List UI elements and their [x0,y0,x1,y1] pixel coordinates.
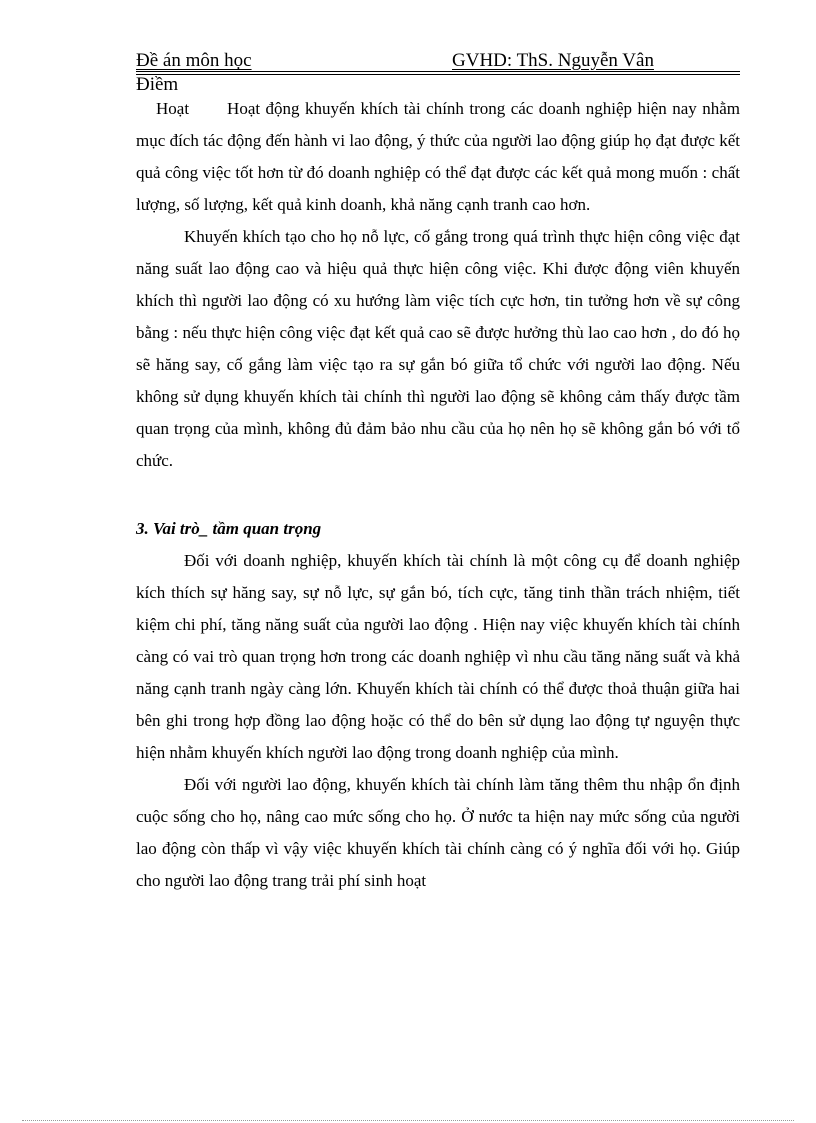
header-rule-top [136,71,740,72]
paragraph-role-for-enterprise: Đối với doanh nghiệp, khuyến khích tài chính là một công cụ để doanh nghiệp kích thích sự hăng say, sự nỗ lực, sự gắn bó, tích cực, tăng tinh thần trách nhiệm, tiết kiệm chi phí, tăng năng suất của người lao động . Hiện nay việc khuyến khích tài chính càng có vai trò quan trọng hơn trong các doanh nghiệp vì nhu cầu tăng năng suất và khả năng cạnh tranh ngày càng lớn. Khuyến khích tài chính có thể được thoả thuận giữa hai bên ghi trong hợp đồng lao động hoặc có thể do bên sử dụng lao động tự nguyện thực hiện nhằm khuyến khích người lao động trong doanh nghiệp của mình. [136,551,740,762]
document-body [136,93,740,897]
header-supervisor-continuation: Điềm [136,74,179,95]
paragraph-lead-word: Hoạt [156,99,190,118]
header-course-title: Đề án môn học [136,50,252,71]
paragraph-financial-incentive-activity [136,93,740,221]
page-bottom-dotted-border [22,1120,794,1121]
paragraph-motivation-effort: Khuyến khích tạo cho họ nỗ lực, cố gắng trong quá trình thực hiện công việc đạt năng suất lao động cao và hiệu quả thực hiện công việc. Khi được động viên khuyến khích thì người lao động có xu hướng làm việc tích cực hơn, tin tưởng hơn về sự công bằng : nếu thực hiện công việc đạt kết quả cao sẽ được hưởng thù lao cao hơn , do đó họ sẽ hăng say, cố gắng làm việc tạo ra sự gắn bó giữa tổ chức với người lao động. Nếu không sử dụng khuyến khích tài chính thì người lao động sẽ không cảm thấy được tầm quan trọng của mình, không đủ đảm bảo nhu cầu của họ nên họ sẽ không gắn bó với tổ chức. [136,227,740,470]
paragraph-text: Hoạt động khuyến khích tài chính trong các doanh nghiệp hiện nay nhằm mục đích tác động đến hành vi lao động, ý thức của người lao động giúp họ đạt được kết quả công việc tốt hơn từ đó doanh nghiệp có thể đạt được các kết quả mong muốn : chất lượng, số lượng, kết quả kinh doanh, khả năng cạnh tranh cao hơn. [136,99,740,214]
header-supervisor: GVHD: ThS. Nguyễn Vân [452,50,654,71]
section-heading-role-importance: 3. Vai trò_ tầm quan trọng [136,519,322,538]
paragraph-role-for-worker: Đối với người lao động, khuyến khích tài chính làm tăng thêm thu nhập ổn định cuộc sống cho họ, nâng cao mức sống cho họ. Ở nước ta hiện nay mức sống của người lao động còn thấp vì vậy việc khuyến khích tài chính càng có ý nghĩa đối với họ. Giúp cho người lao động trang trải phí sinh hoạt [136,775,740,890]
header-rule-bottom [136,74,740,75]
